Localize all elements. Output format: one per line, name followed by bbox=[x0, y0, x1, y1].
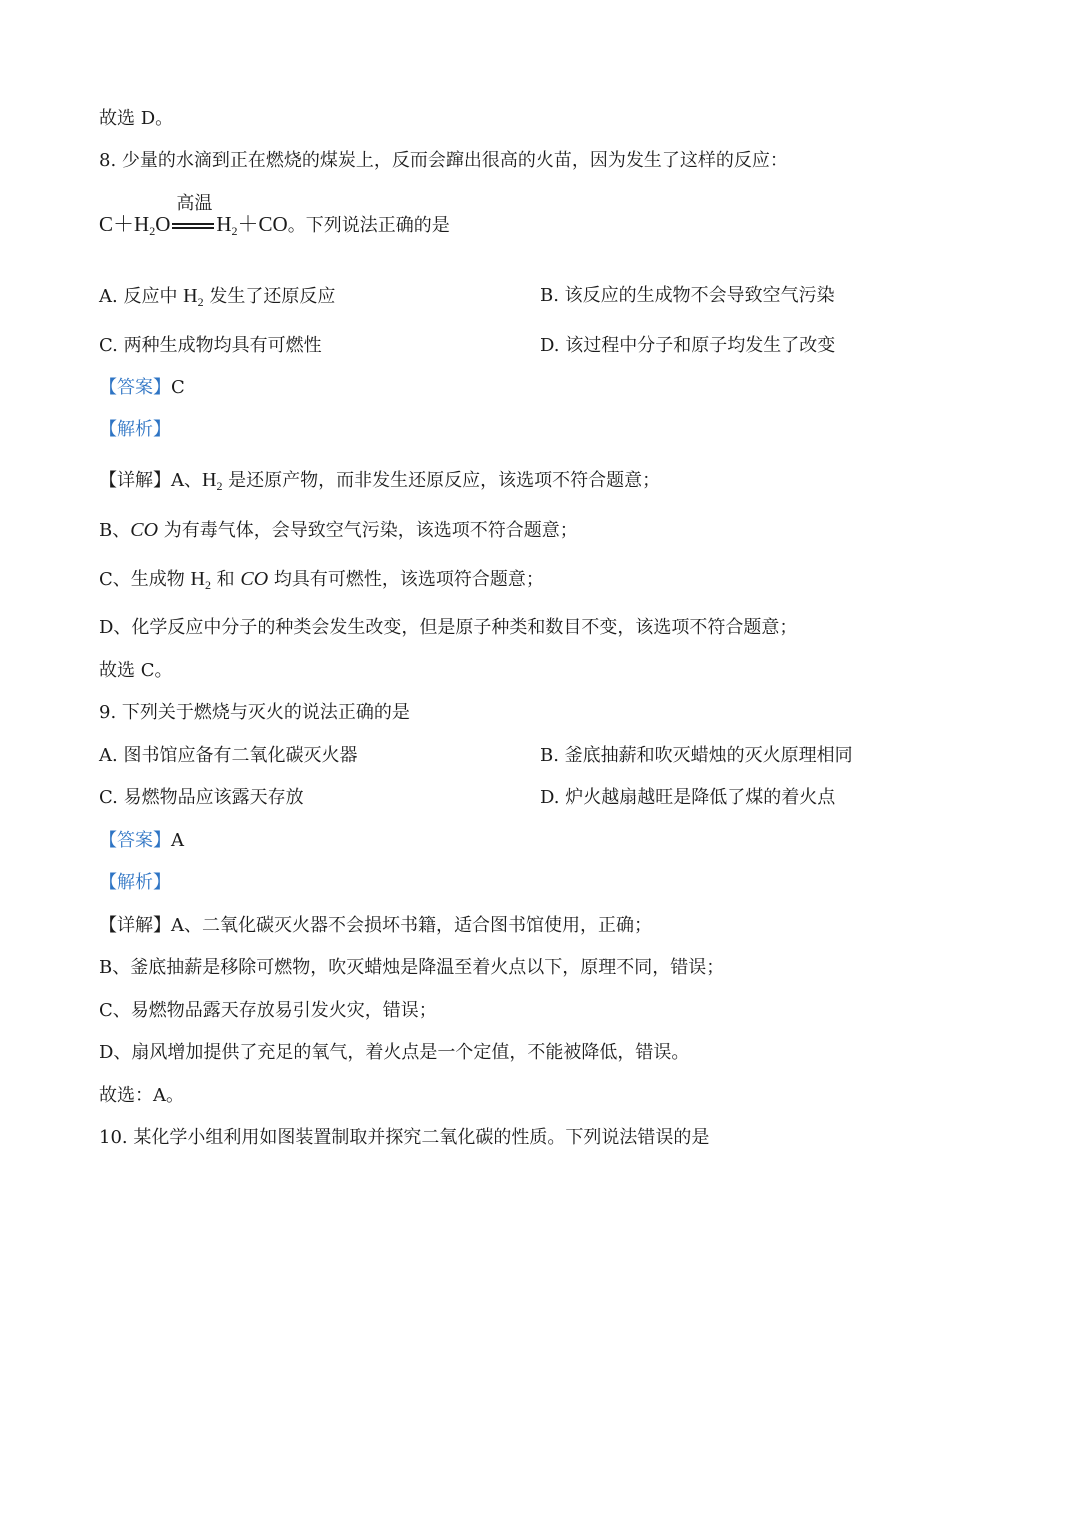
q8-detail-d: D、化学反应中分子的种类会发生改变，但是原子种类和数目不变，该选项不符合题意； bbox=[99, 617, 798, 638]
q9-detail-c: C、易燃物品露天存放易引发火灾，错误； bbox=[99, 1000, 437, 1021]
answer-tag: 【答案】 bbox=[99, 830, 171, 851]
q9-conclusion: 故选：A。 bbox=[99, 1085, 184, 1106]
q9-option-b: B. 釜底抽薪和吹灭蜡烛的灭火原理相同 bbox=[540, 745, 853, 766]
answer-value: A bbox=[171, 830, 184, 851]
q8-analysis-tag: 【解析】 bbox=[99, 419, 171, 440]
q8-detail-b: B、CO 为有毒气体，会导致空气污染，该选项不符合题意； bbox=[99, 519, 578, 541]
q8-detail-a: 【详解】A、$H_2$ 是还原产物，而非发生还原反应，该选项不符合题意； bbox=[99, 469, 661, 493]
q8-option-c: C. 两种生成物均具有可燃性 bbox=[99, 335, 322, 356]
q9-option-d: D. 炉火越扇越旺是降低了煤的着火点 bbox=[540, 787, 836, 808]
q8-answer bbox=[99, 376, 185, 400]
q7-conclusion: 故选 D。 bbox=[99, 108, 174, 129]
q10-stem: 10. 某化学小组利用如图装置制取并探究二氧化碳的性质。下列说法错误的是 bbox=[99, 1127, 710, 1148]
reaction-condition-arrow bbox=[172, 193, 214, 238]
q9-answer bbox=[99, 829, 184, 853]
q8-option-d: D. 该过程中分子和原子均发生了改变 bbox=[540, 335, 836, 356]
answer-value: C bbox=[171, 377, 185, 398]
q8-option-a: A. 反应中 $H_2$ 发生了还原反应 bbox=[99, 285, 336, 309]
equation-products: $H_2+CO$ bbox=[216, 212, 288, 238]
q8-conclusion: 故选 C。 bbox=[99, 660, 173, 681]
q8-equation-line bbox=[99, 193, 450, 238]
q8-option-b: B. 该反应的生成物不会导致空气污染 bbox=[540, 285, 835, 306]
q9-detail-b: B、釜底抽薪是移除可燃物，吹灭蜡烛是降温至着火点以下，原理不同，错误； bbox=[99, 957, 725, 978]
q8-detail-c: C、生成物 $H_2$ 和 CO 均具有可燃性，该选项符合题意； bbox=[99, 568, 544, 592]
q9-analysis-tag: 【解析】 bbox=[99, 872, 171, 893]
q9-option-c: C. 易燃物品应该露天存放 bbox=[99, 787, 304, 808]
q8-stem-tail: 。下列说法正确的是 bbox=[287, 215, 450, 236]
q9-stem: 9. 下列关于燃烧与灭火的说法正确的是 bbox=[99, 702, 410, 723]
reaction-condition: 高温 bbox=[176, 193, 213, 214]
answer-tag: 【答案】 bbox=[99, 377, 171, 398]
q9-option-a: A. 图书馆应备有二氧化碳灭火器 bbox=[99, 745, 358, 766]
q8-stem: 8. 少量的水滴到正在燃烧的煤炭上，反而会蹿出很高的火苗，因为发生了这样的反应： bbox=[99, 150, 788, 171]
q9-detail-d: D、扇风增加提供了充足的氧气，着火点是一个定值，不能被降低，错误。 bbox=[99, 1042, 690, 1063]
q9-detail-a: 【详解】A、二氧化碳灭火器不会损坏书籍，适合图书馆使用，正确； bbox=[99, 915, 652, 936]
equation-reactants: $C+H_2O$ bbox=[99, 212, 171, 238]
